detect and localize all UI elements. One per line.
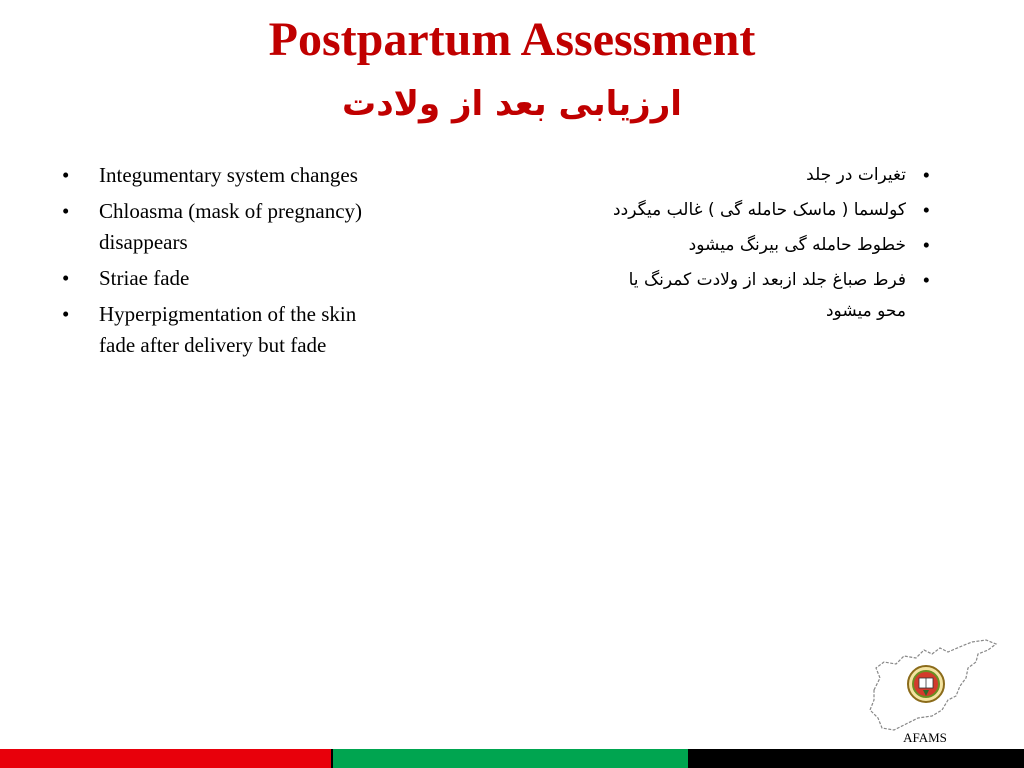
bullet-icon: • bbox=[62, 302, 70, 326]
list-item-text: کولسما ( ماسک حامله گی ) غالب میگردد bbox=[613, 200, 906, 220]
footer-stripe-black bbox=[690, 749, 1024, 768]
english-bullet-list bbox=[62, 160, 384, 366]
list-item bbox=[600, 195, 930, 226]
list-item bbox=[62, 160, 384, 191]
bullet-icon: • bbox=[62, 199, 70, 223]
list-item-text: Integumentary system changes bbox=[99, 163, 358, 187]
list-item-text: Hyperpigmentation of the skin fade after delivery but fade bbox=[99, 302, 357, 357]
list-item-text: Chloasma (mask of pregnancy) disappears bbox=[99, 199, 363, 254]
bullet-icon: • bbox=[62, 266, 70, 290]
logo-caption: AFAMS bbox=[903, 730, 947, 745]
bullet-icon: • bbox=[922, 233, 930, 257]
list-item bbox=[62, 196, 384, 258]
list-item-text: Striae fade bbox=[99, 266, 190, 290]
bullet-icon: • bbox=[62, 163, 70, 187]
slide-title: Postpartum Assessment bbox=[268, 13, 756, 66]
bullet-icon: • bbox=[922, 268, 930, 292]
list-item bbox=[600, 230, 930, 261]
footer-stripe-green bbox=[331, 749, 690, 768]
list-item-text: تغیرات در جلد bbox=[806, 165, 906, 185]
afghanistan-map-emblem-icon bbox=[866, 638, 1000, 734]
list-item-text: فرط صباغ جلد ازبعد از ولادت کمرنگ یا محو میشود bbox=[628, 270, 906, 321]
bullet-icon: • bbox=[922, 198, 930, 222]
dari-bullet-list bbox=[600, 160, 930, 331]
list-item bbox=[600, 265, 930, 327]
bullet-icon: • bbox=[922, 163, 930, 187]
list-item bbox=[600, 160, 930, 191]
slide-subtitle: ارزیابی بعد از ولادت bbox=[342, 84, 682, 124]
list-item bbox=[62, 263, 384, 294]
footer-stripe-red bbox=[0, 749, 331, 768]
list-item bbox=[62, 299, 384, 361]
list-item-text: خطوط حامله گی بیرنگ میشود bbox=[688, 235, 906, 255]
